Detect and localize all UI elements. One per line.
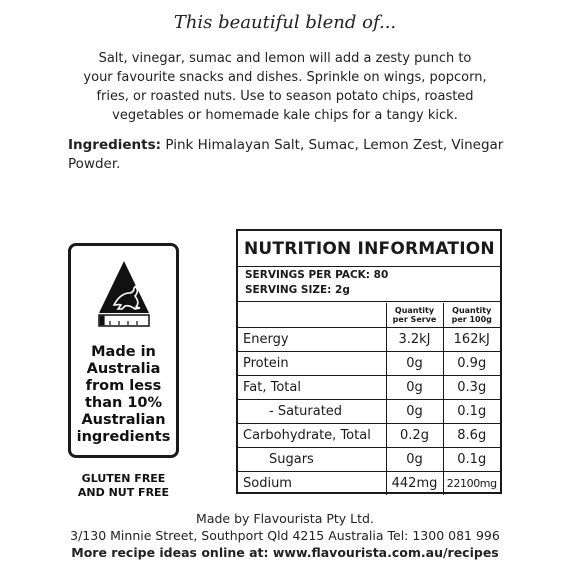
nutrient-name: Fat, Total xyxy=(238,376,386,400)
per-serve-value: 0g xyxy=(386,352,443,376)
table-row xyxy=(238,472,500,496)
per-serve-value: 0g xyxy=(386,448,443,472)
made-in-australia-label xyxy=(68,243,179,458)
table-row xyxy=(238,424,500,448)
per-100g-value: 162kJ xyxy=(443,328,500,352)
per-serve-value: 0g xyxy=(386,376,443,400)
ingredients-text: Pink Himalayan Salt, Sumac, Lemon Zest, Vinegar Powder. xyxy=(68,137,504,172)
per-100g-value: 0.1g xyxy=(443,448,500,472)
per-100g-value: 8.6g xyxy=(443,424,500,448)
nutrient-name: Protein xyxy=(238,352,386,376)
nutrient-name: Sodium xyxy=(243,476,292,491)
nutrition-table xyxy=(238,303,500,495)
table-row xyxy=(238,448,500,472)
manufacturer-footer xyxy=(0,510,570,561)
per-100g-value: 0.9g xyxy=(443,352,500,376)
manufacturer-address: 3/130 Minnie Street, Southport Qld 4215 Australia Tel: 1300 081 996 xyxy=(70,528,500,543)
origin-level-bar xyxy=(100,316,105,326)
per-serve-value: 442mg xyxy=(386,472,443,496)
origin-line: Australian xyxy=(81,412,166,428)
origin-line: Australia xyxy=(86,361,161,377)
per-serve-value: 0g xyxy=(386,400,443,424)
per-100g-value: 0.3g xyxy=(443,376,500,400)
divider xyxy=(238,301,500,302)
serving-size: SERVING SIZE: 2g xyxy=(245,284,350,296)
table-row xyxy=(238,352,500,376)
per-serve-value: 0.2g xyxy=(386,424,443,448)
table-row xyxy=(238,400,500,424)
nutrition-title: NUTRITION INFORMATION xyxy=(244,239,495,259)
servings-per-pack: SERVINGS PER PACK: 80 xyxy=(245,269,389,281)
nutrient-name: - Saturated xyxy=(238,400,386,424)
allergen-line: AND NUT FREE xyxy=(77,486,170,499)
per-100g-header: Quantity per 100g xyxy=(443,303,500,328)
per-100g-value: 0.1g xyxy=(443,400,500,424)
origin-statement xyxy=(71,344,176,446)
per-serve-value: 3.2kJ xyxy=(386,328,443,352)
origin-line: than 10% xyxy=(84,395,163,411)
nutrient-header xyxy=(238,303,386,328)
product-description: Salt, vinegar, sumac and lemon will add a zesty punch to your favourite snacks and dishes. Sprinkle on wings, popcorn, fries, or roasted nuts. Use to season potato chips, roasted vegetables or homemade kale chips for a tangy kick. xyxy=(83,51,487,123)
manufacturer-name: Made by Flavourista Pty Ltd. xyxy=(196,511,374,526)
ingredients-label: Ingredients: xyxy=(68,137,162,153)
per-100g-value: 22100mg xyxy=(443,472,500,496)
allergen-statement xyxy=(68,472,179,500)
table-row xyxy=(238,376,500,400)
ingredients-section xyxy=(68,136,508,174)
kangaroo-triangle-icon xyxy=(98,259,150,337)
nutrition-panel xyxy=(236,229,502,494)
nutrient-name: Sugars xyxy=(238,448,386,472)
per-serve-header: Quantity per Serve xyxy=(386,303,443,328)
recipes-link-text: More recipe ideas online at: www.flavourista.com.au/recipes xyxy=(71,545,499,560)
blend-heading: This beautiful blend of... xyxy=(173,12,397,33)
table-row xyxy=(238,328,500,352)
nutrient-name: Energy xyxy=(238,328,386,352)
origin-line: ingredients xyxy=(76,429,171,445)
allergen-line: GLUTEN FREE xyxy=(81,472,166,485)
origin-line: from less xyxy=(85,378,162,394)
nutrient-name: Carbohydrate, Total xyxy=(238,424,386,448)
nutrition-header-row xyxy=(238,303,500,328)
origin-line: Made in xyxy=(91,344,156,360)
divider xyxy=(238,266,500,267)
